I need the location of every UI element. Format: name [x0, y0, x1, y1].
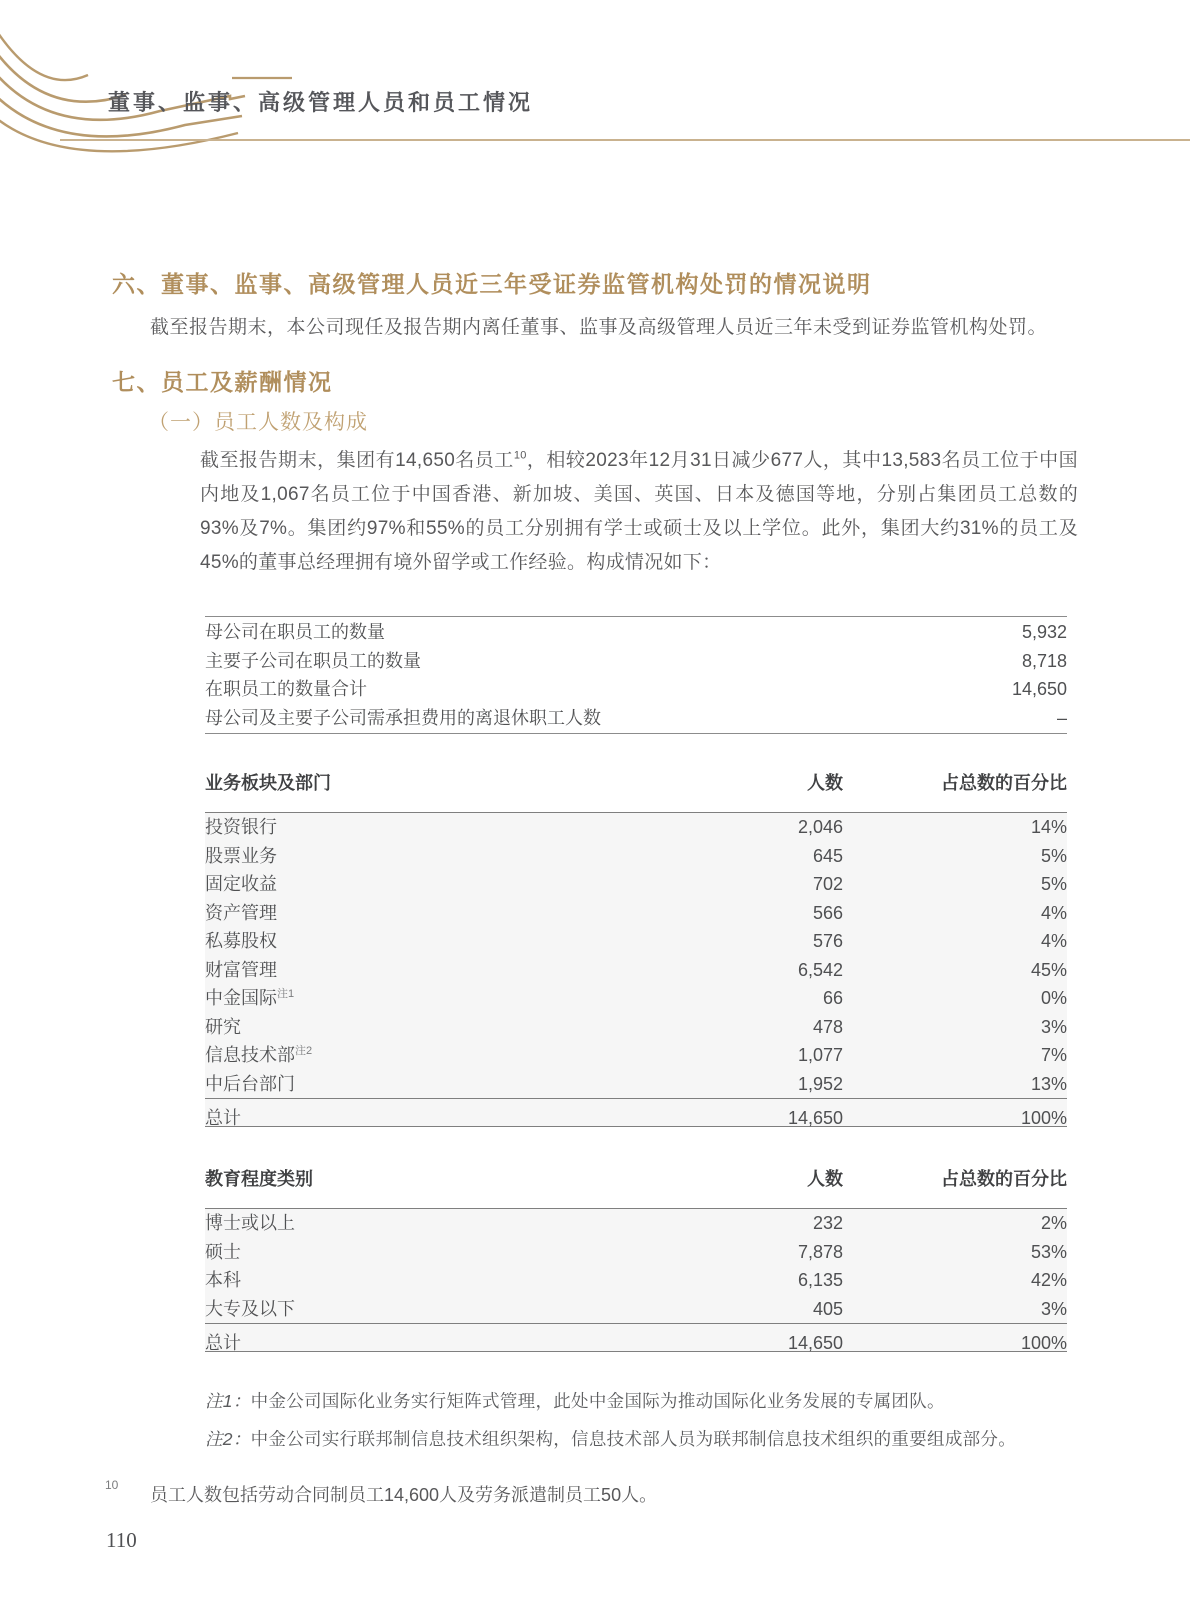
row-label: 母公司在职员工的数量 — [205, 622, 385, 642]
row-count: 702 — [812, 874, 843, 894]
paragraph-part1: 截至报告期末，集团有14,650名员工 — [200, 450, 514, 471]
table-row — [205, 984, 1067, 1013]
education-level: 本科 — [205, 1270, 241, 1290]
section6-body: 截至报告期末，本公司现任及报告期内离任董事、监事及高级管理人员近三年未受到证券监管机构处罚。 — [150, 317, 1048, 338]
row-percent: 3% — [1040, 1016, 1067, 1037]
table-row — [205, 675, 1067, 704]
department-name: 中后台部门 — [205, 1073, 295, 1094]
table-row — [205, 647, 1067, 676]
department-table-header — [205, 768, 1067, 813]
education-level: 大专及以下 — [205, 1298, 295, 1319]
column-header: 人数 — [807, 1169, 843, 1189]
department-name: 研究 — [205, 1016, 241, 1037]
row-label: 主要子公司在职员工的数量 — [205, 650, 421, 671]
row-count: 576 — [812, 931, 843, 951]
headcount-table — [205, 616, 1067, 734]
department-name: 资产管理 — [205, 902, 277, 923]
row-label: 在职员工的数量合计 — [205, 679, 367, 699]
row-percent: 45% — [1030, 959, 1067, 980]
department-name: 投资银行 — [205, 817, 277, 837]
row-percent: 53% — [1030, 1241, 1067, 1262]
total-count: 14,650 — [787, 1333, 843, 1353]
row-value: 8,718 — [1021, 650, 1067, 671]
table-row — [205, 618, 1067, 647]
header-divider — [60, 139, 1190, 141]
row-label — [205, 1209, 643, 1238]
total-percent: 100% — [1020, 1108, 1067, 1128]
department-name: 中金国际 — [205, 988, 277, 1008]
footnote-text: 员工人数包括劳动合同制员工14,600人及劳务派遣制员工50人。 — [150, 1485, 658, 1505]
department-table — [205, 768, 1067, 1127]
row-percent: 4% — [1040, 931, 1067, 951]
row-count: 566 — [812, 902, 843, 923]
row-value: 14,650 — [1011, 679, 1067, 699]
education-table-total — [205, 1323, 1067, 1352]
row-label — [205, 927, 643, 956]
row-percent: 5% — [1040, 874, 1067, 894]
department-name: 私募股权 — [205, 931, 277, 951]
note-ref: 注2 — [295, 1045, 313, 1057]
note-label: 注2： — [205, 1429, 251, 1449]
column-header: 教育程度类别 — [205, 1169, 313, 1189]
paragraph-part2: ，相较2023年12月31日减少677人，其中13,583名员工位于中国内地及1,067名员工位于中国香港、新加坡、美国、英国、日本及德国等地，分别占集团员工总数的93%及7%。集团约97%和55%的员工分别拥有学士或硕士及以上学位。此外，集团大约31%的员工及45%的董事总经理拥有境外留学或工作经验。构成情况如下： — [200, 450, 1078, 573]
row-percent: 0% — [1040, 988, 1067, 1008]
note-ref: 注1 — [277, 988, 295, 1000]
department-name: 固定收益 — [205, 874, 277, 894]
row-label — [205, 1295, 643, 1324]
row-count: 1,077 — [797, 1045, 843, 1065]
row-label — [205, 813, 643, 842]
table-row — [205, 927, 1067, 956]
table-row — [205, 1209, 1067, 1238]
row-count: 1,952 — [797, 1073, 843, 1094]
row-percent: 3% — [1040, 1298, 1067, 1319]
table-row — [205, 1070, 1067, 1099]
row-label — [205, 870, 643, 899]
table-note-1 — [205, 1388, 945, 1413]
row-percent: 13% — [1030, 1073, 1067, 1094]
row-count: 232 — [812, 1213, 843, 1233]
row-count: 6,135 — [797, 1270, 843, 1290]
row-count: 645 — [812, 845, 843, 866]
footnote-number: 10 — [105, 1478, 119, 1492]
table-row — [205, 842, 1067, 871]
row-percent: 14% — [1030, 817, 1067, 837]
page-number: 110 — [106, 1528, 137, 1552]
row-percent: 2% — [1040, 1213, 1067, 1233]
row-label — [205, 899, 643, 928]
section7-heading: 七、员工及薪酬情况 — [112, 369, 333, 395]
education-table-header — [205, 1164, 1067, 1209]
table-row — [205, 956, 1067, 985]
note-text: 中金公司实行联邦制信息技术组织架构，信息技术部人员为联邦制信息技术组织的重要组成部分。 — [250, 1429, 1017, 1449]
table-row — [205, 1013, 1067, 1042]
row-label — [205, 956, 643, 985]
column-header: 占总数的百分比 — [941, 1169, 1067, 1189]
row-label — [205, 842, 643, 871]
row-label — [205, 984, 643, 1013]
row-count: 405 — [812, 1298, 843, 1319]
table-row — [205, 704, 1067, 733]
row-count: 66 — [822, 988, 843, 1008]
row-count: 2,046 — [797, 817, 843, 837]
row-percent: 4% — [1040, 902, 1067, 923]
row-label — [205, 1013, 643, 1042]
row-percent: 42% — [1030, 1270, 1067, 1290]
table-row — [205, 1266, 1067, 1295]
row-label — [205, 1238, 643, 1267]
row-count: 7,878 — [797, 1241, 843, 1262]
table-row — [205, 1238, 1067, 1267]
table-row — [205, 899, 1067, 928]
table-row — [205, 813, 1067, 842]
row-label — [205, 1041, 643, 1070]
row-count: 6,542 — [797, 959, 843, 980]
department-table-total — [205, 1098, 1067, 1127]
total-count: 14,650 — [787, 1108, 843, 1128]
section7-subheading: （一）员工人数及构成 — [148, 411, 368, 434]
employee-composition-paragraph — [200, 444, 1078, 580]
table-row — [205, 870, 1067, 899]
row-label: 母公司及主要子公司需承担费用的离退休职工人数 — [205, 707, 601, 728]
row-value: – — [1056, 707, 1067, 728]
column-header: 占总数的百分比 — [941, 773, 1067, 793]
section6-heading: 六、董事、监事、高级管理人员近三年受证券监管机构处罚的情况说明 — [112, 271, 872, 297]
table-row — [205, 1295, 1067, 1324]
row-label — [205, 1266, 643, 1295]
department-name: 信息技术部 — [205, 1045, 295, 1065]
education-table-body — [205, 1209, 1067, 1323]
row-label — [205, 1070, 643, 1099]
page-title: 董事、监事、高级管理人员和员工情况 — [108, 90, 534, 115]
total-label: 总计 — [205, 1108, 241, 1128]
note-label: 注1： — [205, 1391, 251, 1411]
row-percent: 5% — [1040, 845, 1067, 866]
department-name: 股票业务 — [205, 845, 277, 866]
education-level: 博士或以上 — [205, 1213, 295, 1233]
total-label: 总计 — [205, 1333, 241, 1353]
table-note-2 — [205, 1426, 1016, 1451]
note-text: 中金公司国际化业务实行矩阵式管理，此处中金国际为推动国际化业务发展的专属团队。 — [250, 1391, 945, 1411]
education-level: 硕士 — [205, 1241, 241, 1262]
table-row — [205, 1041, 1067, 1070]
department-table-body — [205, 813, 1067, 1098]
column-header: 业务板块及部门 — [205, 773, 331, 793]
total-percent: 100% — [1020, 1333, 1067, 1353]
row-percent: 7% — [1040, 1045, 1067, 1065]
column-header: 人数 — [807, 773, 843, 793]
footnote-ref-10: 10 — [513, 449, 527, 462]
education-table — [205, 1164, 1067, 1352]
department-name: 财富管理 — [205, 959, 277, 980]
row-count: 478 — [812, 1016, 843, 1037]
row-value: 5,932 — [1021, 622, 1067, 642]
